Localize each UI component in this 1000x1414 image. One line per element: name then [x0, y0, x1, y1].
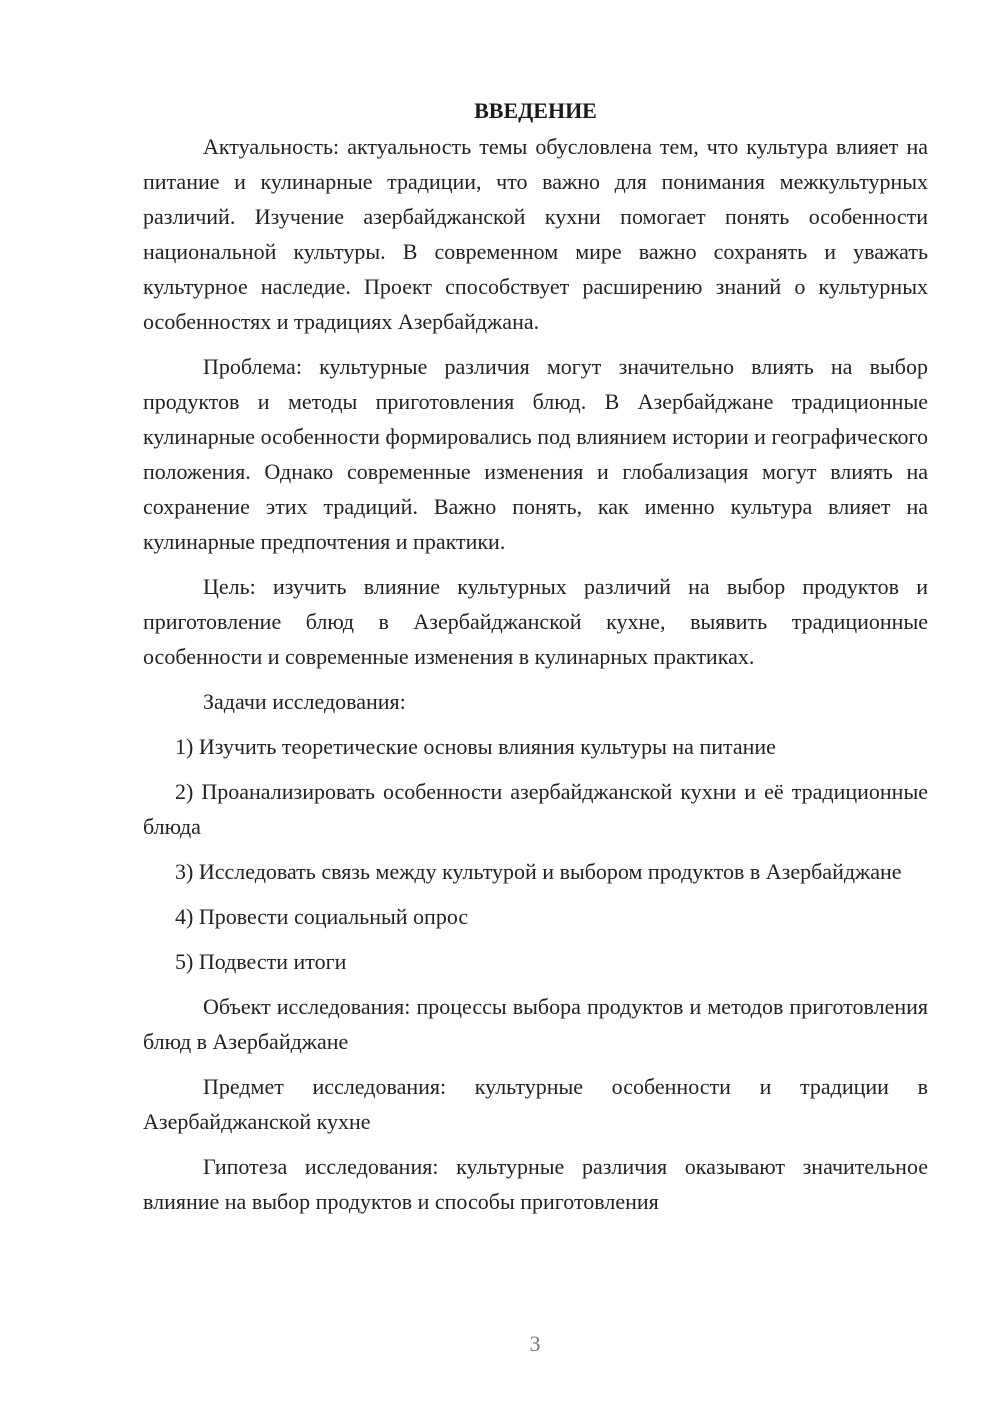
paragraph-problem: Проблема: культурные различия могут значительно влиять на выбор продуктов и методы приготовления блюд. В Азербайджане традиционные кулинарные особенности формировались под влиянием истории и географического положения. Однако современные изменения и глобализация могут влиять на сохранение этих традиций. Важно понять, как именно культура влияет на кулинарные предпочтения и практики. — [143, 354, 928, 554]
paragraph-hypothesis: Гипотеза исследования: культурные различия оказывают значительное влияние на выбор продуктов и способы приготовления — [143, 1154, 928, 1214]
paragraph-subject: Предмет исследования: культурные особенности и традиции в Азербайджанской кухне — [143, 1074, 928, 1134]
page-number: 3 — [529, 1331, 541, 1356]
section-heading: ВВЕДЕНИЕ — [474, 98, 597, 123]
paragraph-tasks-heading: Задачи исследования: — [203, 689, 406, 714]
list-item: 3) Исследовать связь между культурой и выбором продуктов в Азербайджане — [175, 859, 902, 884]
paragraph-relevance: Актуальность: актуальность темы обусловлена тем, что культура влияет на питание и кулинарные традиции, что важно для понимания межкультурных различий. Изучение азербайджанской кухни помогает понять особенности национальной культуры. В современном мире важно сохранять и уважать культурное наследие. Проект способствует расширению знаний о культурных особенностях и традициях Азербайджана. — [143, 134, 928, 334]
list-item: 4) Провести социальный опрос — [175, 904, 469, 929]
page-body — [143, 97, 928, 1229]
list-item: 5) Подвести итоги — [175, 949, 347, 974]
paragraph-object: Объект исследования: процессы выбора продуктов и методов приготовления блюд в Азербайджане — [143, 994, 928, 1054]
list-item: 1) Изучить теоретические основы влияния культуры на питание — [175, 734, 776, 759]
paragraph-goal: Цель: изучить влияние культурных различий на выбор продуктов и приготовление блюд в Азербайджанской кухне, выявить традиционные особенности и современные изменения в кулинарных практиках. — [143, 574, 928, 669]
list-item: 2) Проанализировать особенности азербайджанской кухни и её традиционные блюда — [143, 779, 928, 839]
